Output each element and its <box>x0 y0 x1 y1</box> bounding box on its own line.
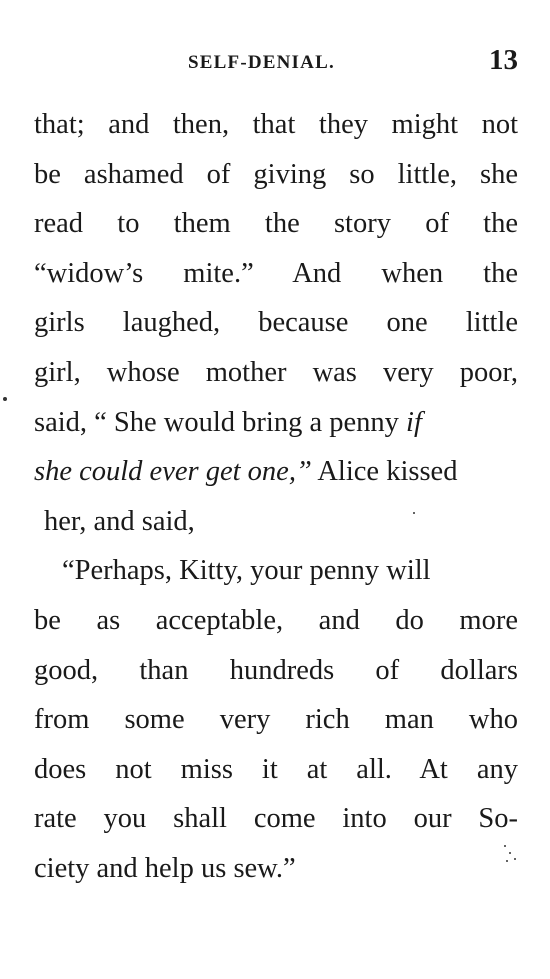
text-line: be ashamed of giving so little, she <box>34 158 518 190</box>
running-head: SELF-DENIAL. <box>188 52 335 73</box>
text-line: be as acceptable, and do more <box>34 604 518 636</box>
page-header <box>0 44 550 84</box>
page-number: 13 <box>489 44 518 76</box>
scan-speck <box>413 512 415 514</box>
text-line: rate you shall come into our So- <box>34 803 518 835</box>
body-text <box>34 100 518 894</box>
italic-text-run: if <box>406 406 422 438</box>
paragraph-start-line: “Perhaps, Kitty, your penny will <box>62 555 431 587</box>
scan-speck <box>514 858 516 860</box>
scan-speck <box>3 397 7 401</box>
italic-text-run: she could ever get one,” <box>34 456 312 488</box>
text-line: “widow’s mite.” And when the <box>34 257 518 289</box>
scan-speck <box>509 852 511 854</box>
text-line <box>34 398 518 448</box>
scan-speck <box>506 860 508 862</box>
text-run: Alice kissed <box>311 456 458 488</box>
text-line: from some very rich man who <box>34 704 518 736</box>
text-line: does not miss it at all. At any <box>34 753 518 785</box>
text-line: good, than hundreds of dollars <box>34 654 518 686</box>
text-line: her, and said, <box>44 505 195 537</box>
text-line: read to them the story of the <box>34 208 518 240</box>
text-line: ciety and help us sew.” <box>34 852 296 884</box>
text-line: girl, whose mother was very poor, <box>34 356 518 388</box>
text-line <box>34 447 518 497</box>
text-run: said, “ She would bring a penny <box>34 406 407 438</box>
text-line: girls laughed, because one little <box>34 307 518 339</box>
scan-speck <box>504 845 506 847</box>
text-line: that; and then, that they might not <box>34 109 518 140</box>
